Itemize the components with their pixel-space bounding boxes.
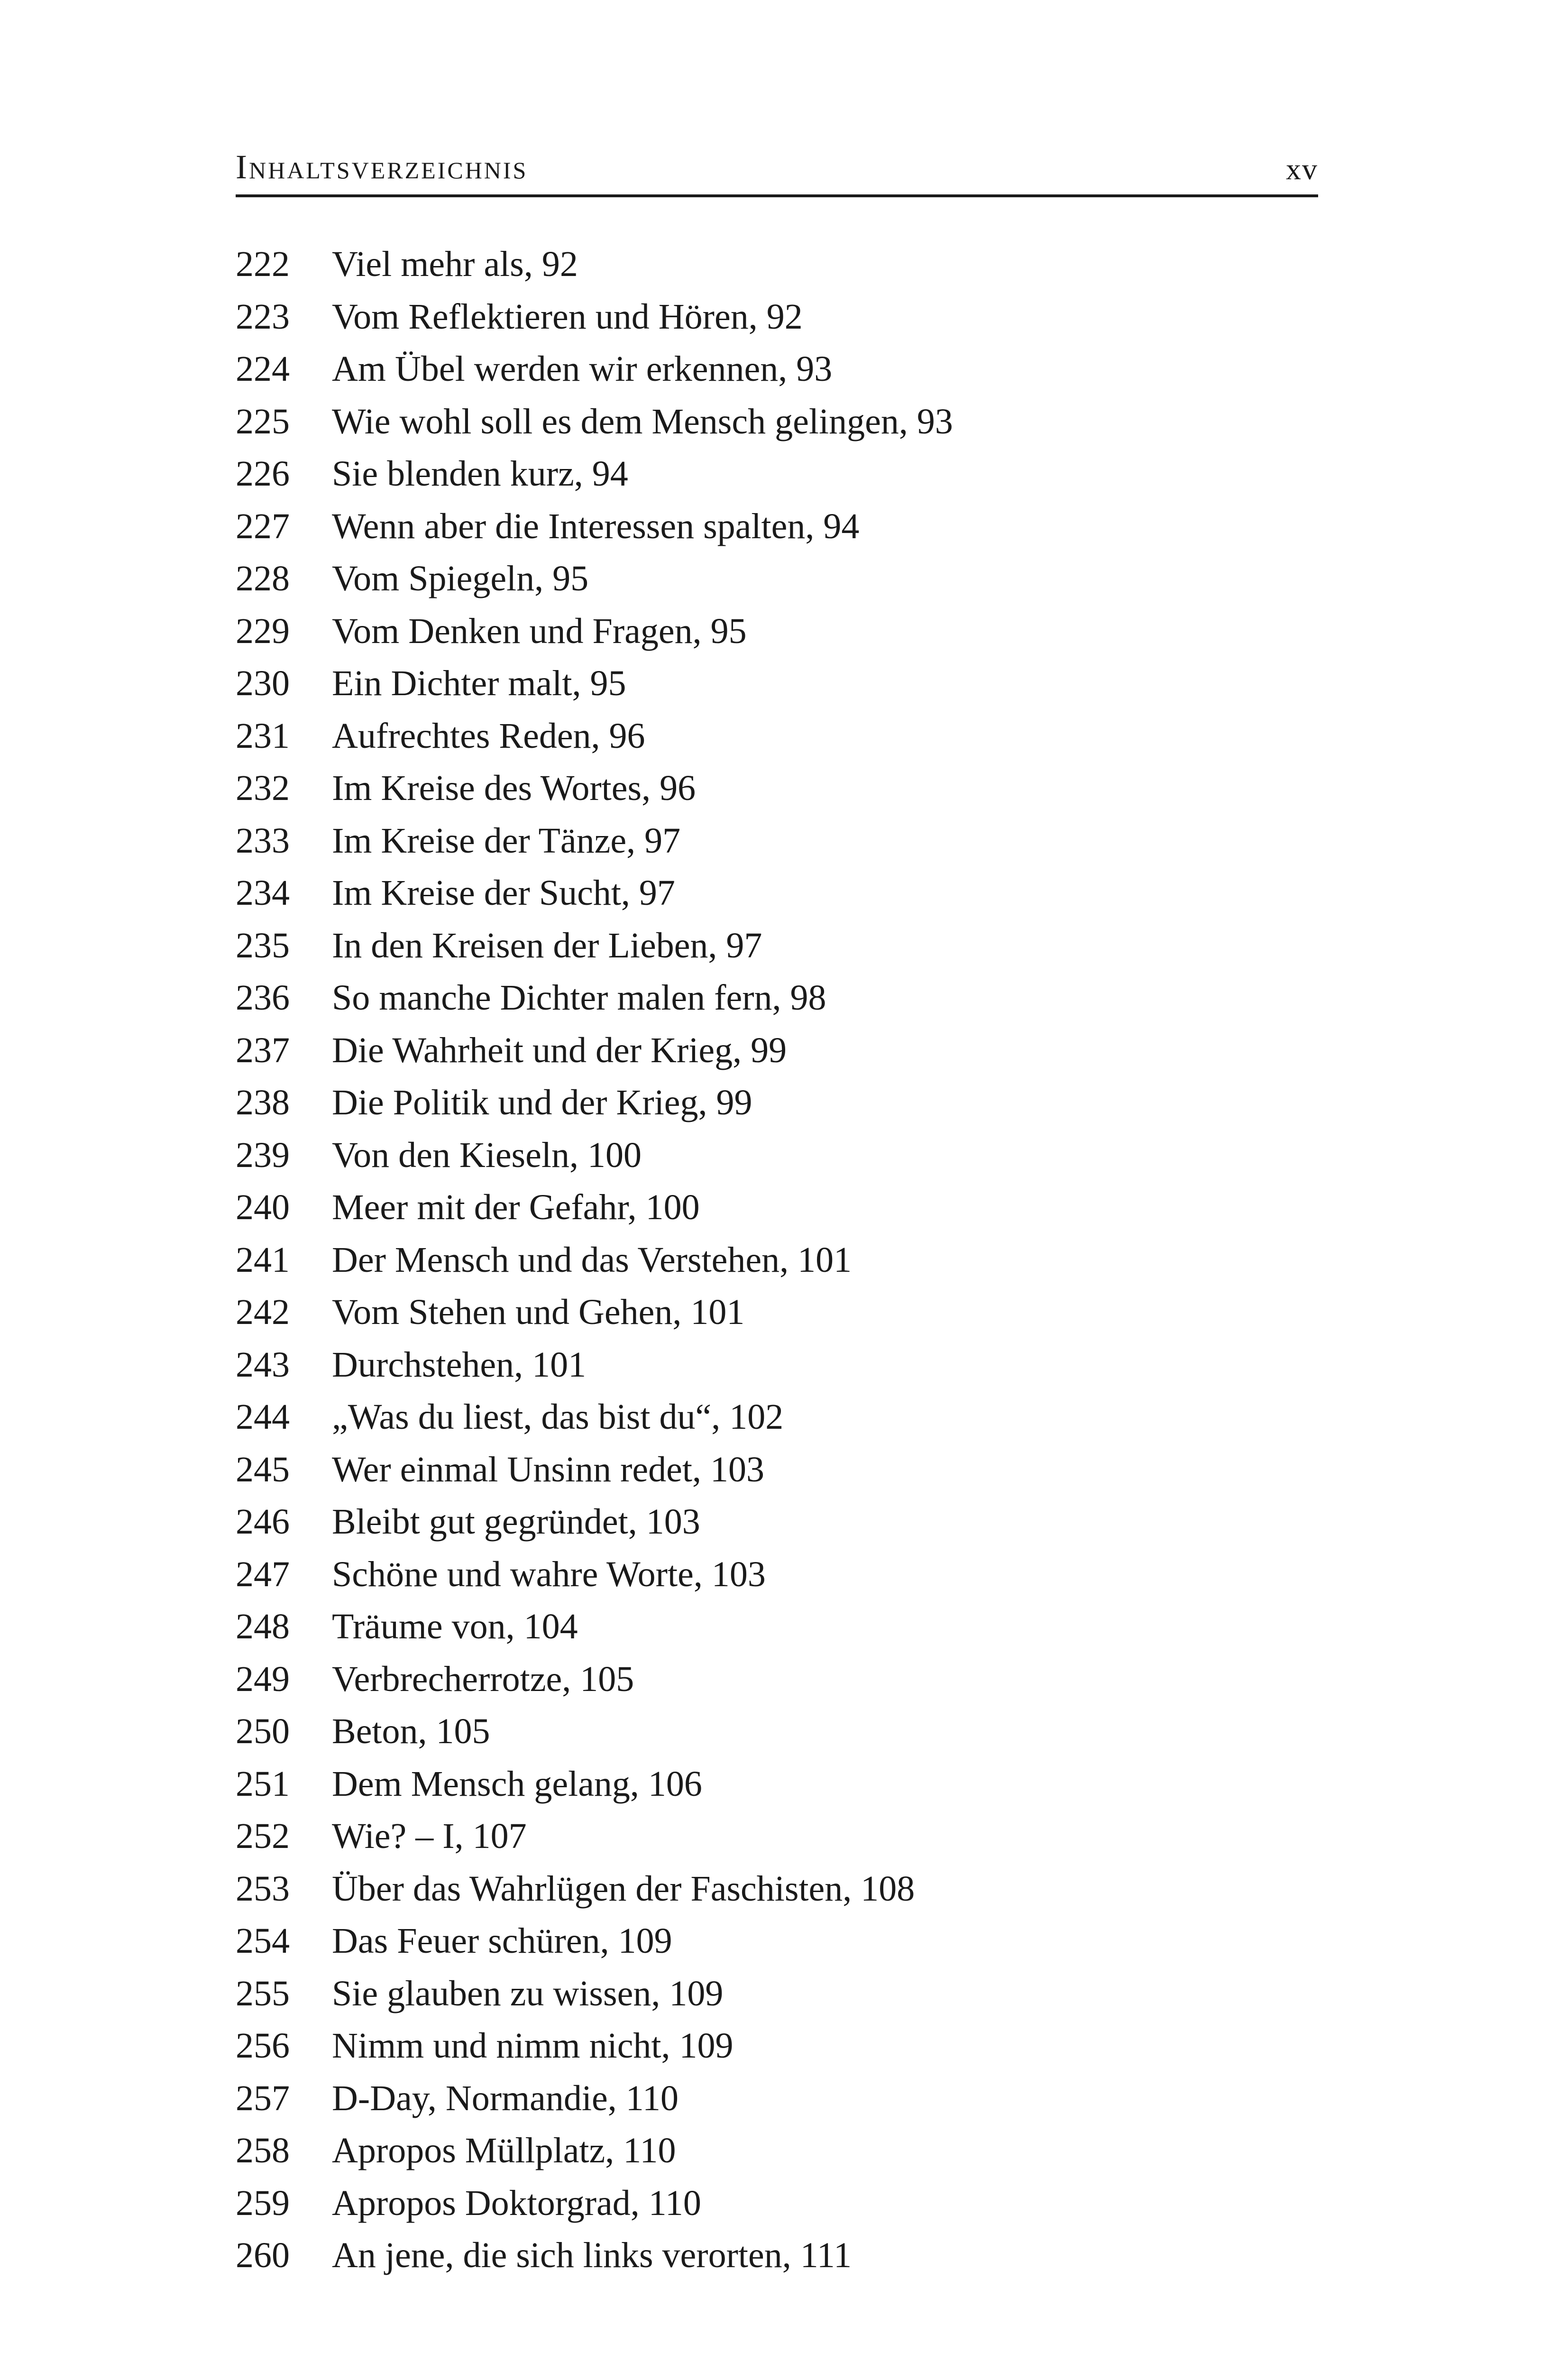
toc-row [236,2127,1318,2179]
toc-entry-title: „Was du liest, das bist du“, 102 [332,1397,784,1437]
toc-entry-number: 254 [236,1921,290,1961]
toc-row [236,1079,1318,1131]
toc-entry-title: Beton, 105 [332,1711,490,1751]
toc-entry-number: 247 [236,1554,290,1594]
toc-row [236,660,1318,712]
toc-row [236,345,1318,398]
toc-row [236,293,1318,346]
toc-entry-title: Vom Spiegeln, 95 [332,559,589,598]
table-of-contents [236,240,1318,2284]
toc-row [236,1393,1318,1446]
toc-entry-number: 233 [236,820,290,861]
toc-row [236,1236,1318,1289]
toc-entry-number: 239 [236,1135,290,1175]
toc-entry-title: An jene, die sich links verorten, 111 [332,2235,852,2275]
toc-entry-title: D-Day, Normandie, 110 [332,2078,679,2118]
toc-entry-title: Vom Stehen und Gehen, 101 [332,1292,745,1332]
toc-entry-title: Am Übel werden wir erkennen, 93 [332,349,833,389]
toc-entry-title: Apropos Müllplatz, 110 [332,2131,676,2170]
toc-row [236,869,1318,922]
toc-row [236,607,1318,660]
toc-entry-title: Sie blenden kurz, 94 [332,454,628,494]
toc-row [236,2075,1318,2127]
toc-entry-number: 258 [236,2131,290,2170]
toc-entry-number: 222 [236,244,290,284]
toc-entry-title: Die Wahrheit und der Krieg, 99 [332,1030,787,1070]
page-number: xv [1286,152,1318,186]
running-header [236,142,1318,197]
toc-row [236,1917,1318,1970]
toc-entry-title: Wer einmal Unsinn redet, 103 [332,1449,764,1489]
toc-entry-number: 250 [236,1711,290,1751]
toc-row [236,1131,1318,1184]
toc-entry-title: Wie? – I, 107 [332,1816,527,1856]
toc-entry-number: 234 [236,873,290,913]
toc-row [236,1498,1318,1551]
toc-entry-number: 246 [236,1502,290,1542]
toc-entry-number: 260 [236,2235,290,2275]
toc-entry-title: Im Kreise des Wortes, 96 [332,768,696,808]
toc-row [236,1865,1318,1918]
toc-entry-number: 245 [236,1449,290,1489]
toc-entry-number: 248 [236,1607,290,1646]
toc-row [236,974,1318,1027]
toc-entry-title: In den Kreisen der Lieben, 97 [332,925,762,965]
toc-entry-number: 231 [236,716,290,756]
toc-entry-title: Wie wohl soll es dem Mensch gelingen, 93 [332,401,953,441]
toc-entry-number: 259 [236,2183,290,2223]
toc-row [236,2179,1318,2232]
toc-entry-title: Von den Kieseln, 100 [332,1135,642,1175]
toc-entry-number: 229 [236,611,290,651]
toc-entry-title: Aufrechtes Reden, 96 [332,716,645,756]
toc-entry-title: Über das Wahrlügen der Faschisten, 108 [332,1868,915,1909]
toc-entry-title: Vom Denken und Fragen, 95 [332,611,747,651]
toc-row [236,712,1318,765]
toc-entry-title: Im Kreise der Tänze, 97 [332,820,681,861]
toc-entry-title: Der Mensch und das Verstehen, 101 [332,1240,852,1280]
toc-entry-title: Ein Dichter malt, 95 [332,663,626,703]
toc-row [236,1446,1318,1498]
toc-entry-number: 241 [236,1240,290,1280]
toc-row [236,817,1318,870]
toc-row [236,1551,1318,1603]
toc-entry-title: Das Feuer schüren, 109 [332,1921,672,1961]
toc-row [236,1708,1318,1760]
toc-entry-title: Die Politik und der Krieg, 99 [332,1083,752,1122]
toc-row [236,240,1318,293]
toc-entry-title: Viel mehr als, 92 [332,244,578,284]
toc-row [236,1812,1318,1865]
toc-entry-title: Meer mit der Gefahr, 100 [332,1187,700,1227]
toc-entry-number: 238 [236,1083,290,1122]
toc-entry-title: Apropos Doktorgrad, 110 [332,2183,701,2223]
toc-entry-number: 228 [236,559,290,598]
toc-entry-title: Wenn aber die Interessen spalten, 94 [332,506,860,546]
toc-entry-number: 223 [236,296,290,337]
toc-row [236,1184,1318,1236]
toc-entry-title: Im Kreise der Sucht, 97 [332,873,675,913]
toc-entry-title: Sie glauben zu wissen, 109 [332,1973,724,2013]
header-title: Inhaltsverzeichnis [236,148,528,186]
toc-entry-title: Dem Mensch gelang, 106 [332,1764,702,1804]
toc-entry-number: 230 [236,663,290,703]
toc-entry-number: 232 [236,768,290,808]
toc-row [236,764,1318,817]
toc-entry-number: 253 [236,1868,290,1909]
toc-entry-number: 243 [236,1344,290,1385]
toc-row [236,2232,1318,2284]
toc-row [236,398,1318,450]
toc-row [236,1760,1318,1813]
toc-row [236,503,1318,555]
toc-entry-number: 237 [236,1030,290,1070]
toc-entry-title: Durchstehen, 101 [332,1344,587,1385]
toc-entry-number: 257 [236,2078,290,2118]
toc-entry-title: Bleibt gut gegründet, 103 [332,1502,700,1542]
toc-entry-number: 240 [236,1187,290,1227]
toc-entry-title: Nimm und nimm nicht, 109 [332,2026,734,2066]
toc-entry-number: 226 [236,454,290,494]
toc-entry-title: Träume von, 104 [332,1607,578,1646]
toc-row [236,1288,1318,1341]
toc-entry-title: So manche Dichter malen fern, 98 [332,978,826,1018]
toc-row [236,1655,1318,1708]
toc-entry-title: Vom Reflektieren und Hören, 92 [332,296,803,337]
toc-row [236,1341,1318,1394]
toc-row [236,1027,1318,1079]
toc-entry-number: 242 [236,1292,290,1332]
toc-entry-number: 235 [236,925,290,965]
toc-entry-title: Schöne und wahre Worte, 103 [332,1554,766,1594]
toc-entry-number: 236 [236,978,290,1018]
toc-entry-number: 256 [236,2026,290,2066]
toc-row [236,1970,1318,2022]
toc-entry-number: 251 [236,1764,290,1804]
toc-entry-number: 249 [236,1659,290,1699]
toc-row [236,450,1318,503]
toc-row [236,922,1318,974]
toc-row [236,1603,1318,1655]
toc-entry-number: 252 [236,1816,290,1856]
toc-entry-number: 255 [236,1973,290,2013]
toc-row [236,2022,1318,2075]
toc-entry-number: 225 [236,401,290,441]
toc-entry-number: 224 [236,349,290,389]
toc-entry-title: Verbrecherrotze, 105 [332,1659,634,1699]
toc-row [236,555,1318,607]
toc-entry-number: 244 [236,1397,290,1437]
toc-entry-number: 227 [236,506,290,546]
